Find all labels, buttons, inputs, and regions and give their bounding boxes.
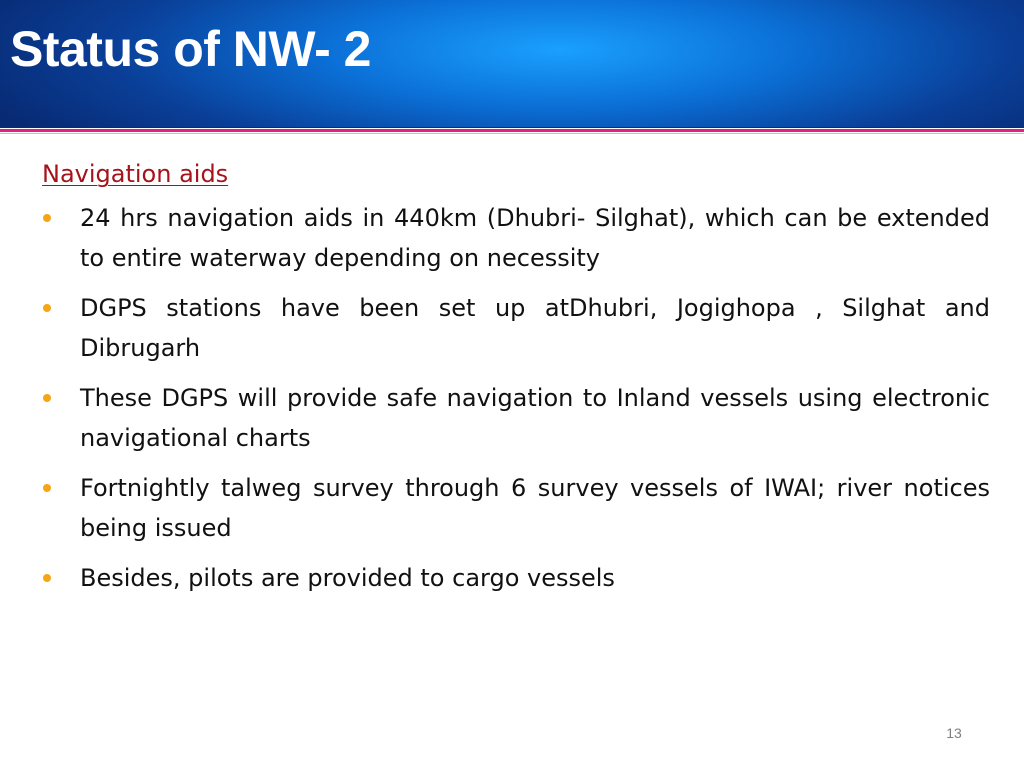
bullet-text: Fortnightly talweg survey through 6 survey vessels of IWAI; river notices being issued xyxy=(80,474,990,542)
bullet-dot-icon xyxy=(43,394,51,402)
bullet-text: These DGPS will provide safe navigation to Inland vessels using electronic navigational charts xyxy=(80,384,990,452)
page-number: 13 xyxy=(946,725,962,741)
bullet-item xyxy=(42,558,990,598)
bullet-text: 24 hrs navigation aids in 440km (Dhubri- Silghat), which can be extended to entire waterway depending on necessity xyxy=(80,204,990,272)
header-divider xyxy=(0,129,1024,132)
bullet-item xyxy=(42,378,990,458)
bullet-dot-icon xyxy=(43,574,51,582)
slide-title: Status of NW- 2 xyxy=(10,21,371,77)
bullet-dot-icon xyxy=(43,214,51,222)
header-divider-thin xyxy=(0,133,1024,134)
bullet-text: DGPS stations have been set up atDhubri, Jogighopa , Silghat and Dibrugarh xyxy=(80,294,990,362)
section-heading: Navigation aids xyxy=(42,160,229,188)
bullet-item xyxy=(42,468,990,548)
bullet-item xyxy=(42,288,990,368)
bullet-item xyxy=(42,198,990,278)
bullet-list xyxy=(42,198,990,598)
bullet-dot-icon xyxy=(43,304,51,312)
title-banner xyxy=(0,0,1024,128)
bullet-dot-icon xyxy=(43,484,51,492)
slide-content xyxy=(42,156,990,608)
bullet-text: Besides, pilots are provided to cargo vessels xyxy=(80,564,615,592)
